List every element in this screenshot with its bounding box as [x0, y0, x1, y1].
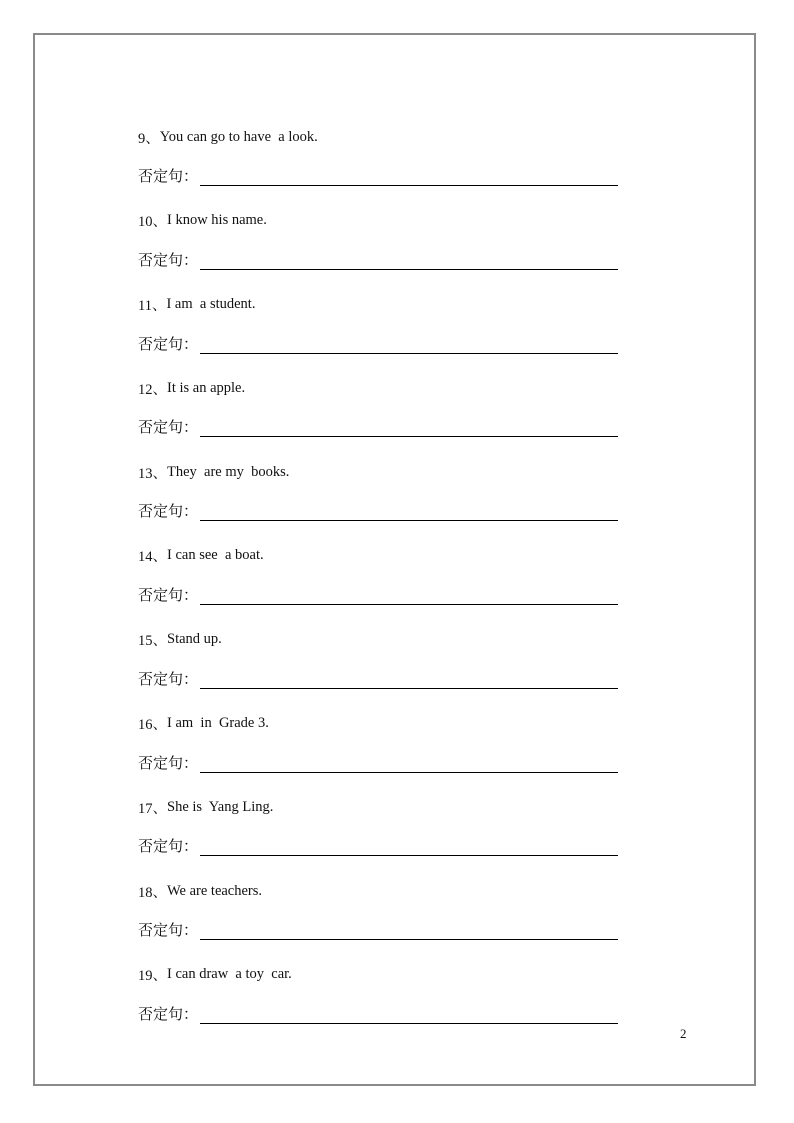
exercise-item — [138, 288, 618, 372]
negative-sentence-label: 否定句： — [138, 250, 199, 269]
exercise-item — [138, 958, 618, 1042]
answer-row — [138, 657, 618, 689]
negative-sentence-label: 否定句： — [138, 334, 199, 353]
answer-row — [138, 322, 618, 354]
answer-blank-line[interactable] — [200, 251, 618, 270]
answer-blank-line[interactable] — [200, 670, 618, 689]
exercise-number: 19、 — [138, 968, 167, 985]
exercise-list — [138, 120, 618, 1042]
answer-blank-line[interactable] — [200, 1005, 618, 1024]
exercise-number: 17、 — [138, 800, 167, 817]
answer-row — [138, 741, 618, 773]
exercise-item — [138, 790, 618, 874]
exercise-number: 12、 — [138, 381, 167, 398]
exercise-text: You can go to have a look. — [159, 128, 318, 145]
negative-sentence-label: 否定句： — [138, 167, 199, 185]
exercise-sentence — [138, 539, 618, 573]
answer-row — [138, 908, 618, 940]
answer-row — [138, 238, 618, 270]
exercise-number: 18、 — [138, 884, 167, 901]
exercise-item — [138, 455, 618, 539]
answer-blank-line[interactable] — [200, 335, 618, 354]
negative-sentence-label: 否定句： — [138, 753, 199, 772]
negative-sentence-label: 否定句： — [138, 585, 199, 604]
exercise-text: She is Yang Ling. — [167, 798, 274, 815]
exercise-text: I am a student. — [166, 296, 256, 313]
exercise-item — [138, 539, 618, 623]
exercise-text: I can draw a toy car. — [167, 966, 292, 983]
exercise-item — [138, 371, 618, 455]
exercise-text: We are teachers. — [167, 882, 263, 899]
exercise-sentence — [138, 707, 618, 741]
exercise-sentence — [138, 371, 618, 405]
exercise-text: It is an apple. — [167, 379, 246, 396]
exercise-item — [138, 623, 618, 707]
exercise-text: They are my books. — [167, 463, 290, 480]
exercise-number: 10、 — [138, 214, 167, 231]
exercise-item — [138, 707, 618, 791]
exercise-number: 9、 — [138, 130, 160, 147]
answer-blank-line[interactable] — [200, 167, 618, 186]
exercise-number: 13、 — [138, 465, 167, 482]
negative-sentence-label: 否定句： — [138, 418, 199, 437]
answer-row — [138, 405, 618, 437]
exercise-sentence — [138, 958, 618, 992]
exercise-text: Stand up. — [167, 631, 222, 648]
exercise-sentence — [138, 623, 618, 657]
exercise-item — [138, 874, 618, 958]
exercise-number: 15、 — [138, 633, 167, 650]
exercise-sentence — [138, 790, 618, 824]
exercise-sentence — [138, 204, 618, 238]
exercise-sentence — [138, 455, 618, 489]
exercise-text: I am in Grade 3. — [167, 715, 269, 732]
negative-sentence-label: 否定句： — [138, 669, 199, 688]
exercise-number: 16、 — [138, 717, 167, 734]
answer-row — [138, 573, 618, 605]
negative-sentence-label: 否定句： — [138, 1004, 199, 1023]
answer-blank-line[interactable] — [200, 586, 618, 605]
answer-blank-line[interactable] — [200, 837, 618, 856]
answer-row — [138, 824, 618, 856]
exercise-number: 14、 — [138, 549, 167, 566]
exercise-sentence — [138, 120, 618, 154]
answer-blank-line[interactable] — [200, 418, 618, 437]
answer-blank-line[interactable] — [200, 921, 618, 940]
answer-row — [138, 154, 618, 186]
exercise-text: I know his name. — [167, 212, 267, 229]
negative-sentence-label: 否定句： — [138, 921, 199, 940]
exercise-item — [138, 120, 618, 204]
exercise-text: I can see a boat. — [167, 547, 264, 564]
negative-sentence-label: 否定句： — [138, 837, 199, 856]
page-number: 2 — [680, 1026, 687, 1041]
negative-sentence-label: 否定句： — [138, 502, 199, 521]
answer-blank-line[interactable] — [200, 502, 618, 521]
answer-blank-line[interactable] — [200, 754, 618, 773]
exercise-number: 11、 — [138, 298, 167, 315]
answer-row — [138, 992, 618, 1024]
exercise-sentence — [138, 874, 618, 908]
answer-row — [138, 489, 618, 521]
exercise-item — [138, 204, 618, 288]
exercise-sentence — [138, 288, 618, 322]
